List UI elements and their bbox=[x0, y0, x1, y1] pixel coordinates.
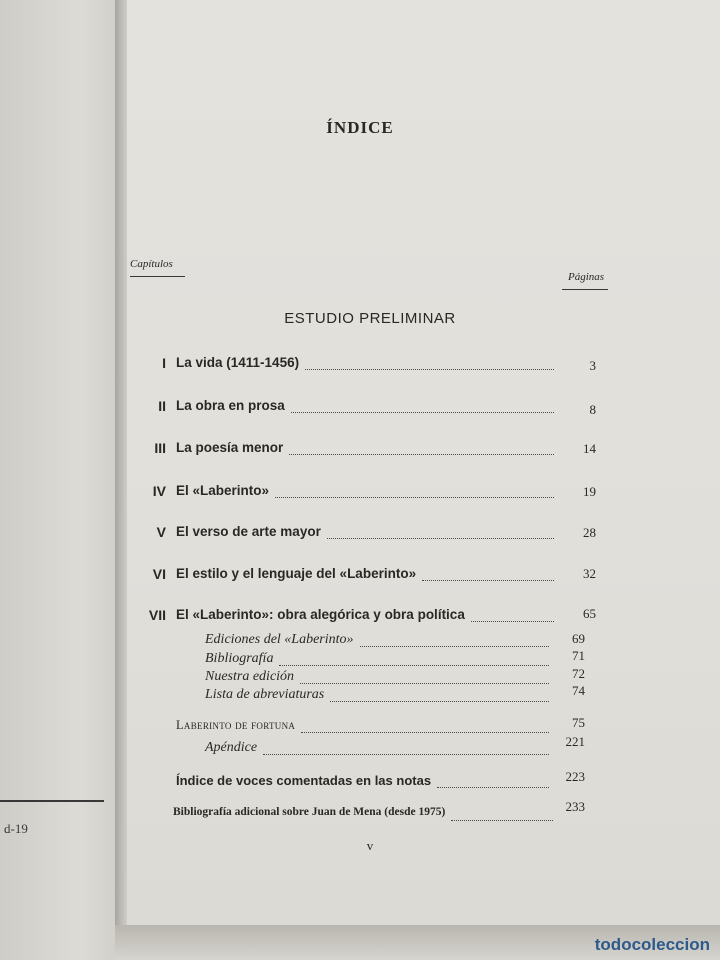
toc-entry bbox=[130, 483, 560, 503]
toc-entry bbox=[130, 398, 560, 418]
leader-dots bbox=[437, 786, 549, 788]
left-page-code: d-19 bbox=[4, 821, 28, 836]
column-header-pages: Páginas bbox=[568, 271, 605, 283]
page-number: 221 bbox=[565, 734, 585, 749]
leader-dots bbox=[305, 368, 554, 370]
subentry-title: Apéndice bbox=[205, 740, 258, 755]
left-page-rule bbox=[0, 800, 104, 802]
chapter-title: La poesía menor bbox=[176, 440, 284, 455]
text-title: Laberinto de fortuna bbox=[176, 718, 296, 732]
toc-subentry bbox=[205, 687, 555, 707]
chapter-title: El «Laberinto» bbox=[176, 483, 270, 498]
leader-dots bbox=[422, 579, 554, 581]
toc-entry bbox=[130, 440, 560, 460]
page-number: 74 bbox=[572, 683, 585, 698]
chapter-number: II bbox=[158, 398, 166, 414]
page-number: 223 bbox=[565, 769, 585, 784]
leader-dots bbox=[291, 411, 554, 413]
page-number: 233 bbox=[565, 799, 585, 814]
toc-entry bbox=[130, 355, 560, 375]
toc-subentry bbox=[205, 740, 555, 760]
leader-dots bbox=[263, 753, 549, 755]
leader-dots bbox=[279, 664, 549, 666]
chapter-title: La obra en prosa bbox=[176, 398, 285, 413]
page-number: 32 bbox=[583, 566, 596, 581]
page-number: 8 bbox=[589, 402, 596, 417]
subentry-title: Bibliografía bbox=[205, 651, 274, 666]
page-number: 3 bbox=[589, 358, 596, 373]
toc-entry-text bbox=[176, 718, 555, 738]
chapter-number: IV bbox=[152, 483, 166, 499]
toc-subentry bbox=[205, 651, 555, 671]
toc-entry bbox=[130, 607, 560, 627]
chapter-number: V bbox=[156, 524, 166, 540]
page-number: 71 bbox=[572, 648, 585, 663]
chapter-number: VII bbox=[148, 607, 166, 623]
bibliography-title: Bibliografía adicional sobre Juan de Mena (desde 1975) bbox=[173, 806, 446, 818]
chapter-number: I bbox=[162, 355, 166, 371]
toc-subentry bbox=[205, 669, 555, 689]
page-number: 19 bbox=[583, 484, 596, 499]
leader-dots bbox=[300, 682, 549, 684]
toc-subentry bbox=[205, 632, 555, 652]
toc-entry-index bbox=[176, 773, 555, 793]
page-number: 14 bbox=[583, 441, 596, 456]
column-header-pages-rule bbox=[562, 289, 608, 290]
column-header-chapters: Capítulos bbox=[130, 258, 173, 270]
book-gutter bbox=[115, 0, 127, 960]
leader-dots bbox=[451, 819, 553, 821]
left-page bbox=[0, 0, 115, 960]
index-title: Índice de voces comentadas en las notas bbox=[176, 773, 432, 788]
subentry-title: Lista de abreviaturas bbox=[205, 687, 325, 702]
chapter-title: El verso de arte mayor bbox=[176, 524, 321, 539]
toc-entry bbox=[130, 566, 560, 586]
page-folio: v bbox=[366, 838, 374, 853]
leader-dots bbox=[330, 700, 549, 702]
watermark-text: todocoleccion bbox=[594, 935, 710, 954]
chapter-number: VI bbox=[152, 566, 166, 582]
leader-dots bbox=[327, 537, 554, 539]
leader-dots bbox=[360, 645, 549, 647]
page-number: 28 bbox=[583, 525, 596, 540]
subentry-title: Nuestra edición bbox=[205, 669, 295, 684]
page-number: 75 bbox=[572, 715, 585, 730]
page-number: 72 bbox=[572, 666, 585, 681]
page-number: 69 bbox=[572, 631, 585, 646]
page-number: 65 bbox=[583, 606, 596, 621]
leader-dots bbox=[301, 731, 549, 733]
chapter-title: El «Laberinto»: obra alegórica y obra política bbox=[176, 607, 465, 622]
leader-dots bbox=[471, 620, 554, 622]
leader-dots bbox=[275, 496, 554, 498]
toc-entry bbox=[130, 524, 560, 544]
section-title: ESTUDIO PRELIMINAR bbox=[284, 310, 456, 327]
toc-entry-bibliography bbox=[173, 806, 559, 826]
chapter-number: III bbox=[154, 440, 166, 456]
page-title: ÍNDICE bbox=[326, 118, 394, 137]
chapter-title: La vida (1411-1456) bbox=[176, 355, 300, 370]
chapter-title: El estilo y el lenguaje del «Laberinto» bbox=[176, 566, 417, 581]
column-header-chapters-rule bbox=[130, 276, 185, 277]
subentry-title: Ediciones del «Laberinto» bbox=[205, 632, 354, 647]
leader-dots bbox=[289, 453, 554, 455]
